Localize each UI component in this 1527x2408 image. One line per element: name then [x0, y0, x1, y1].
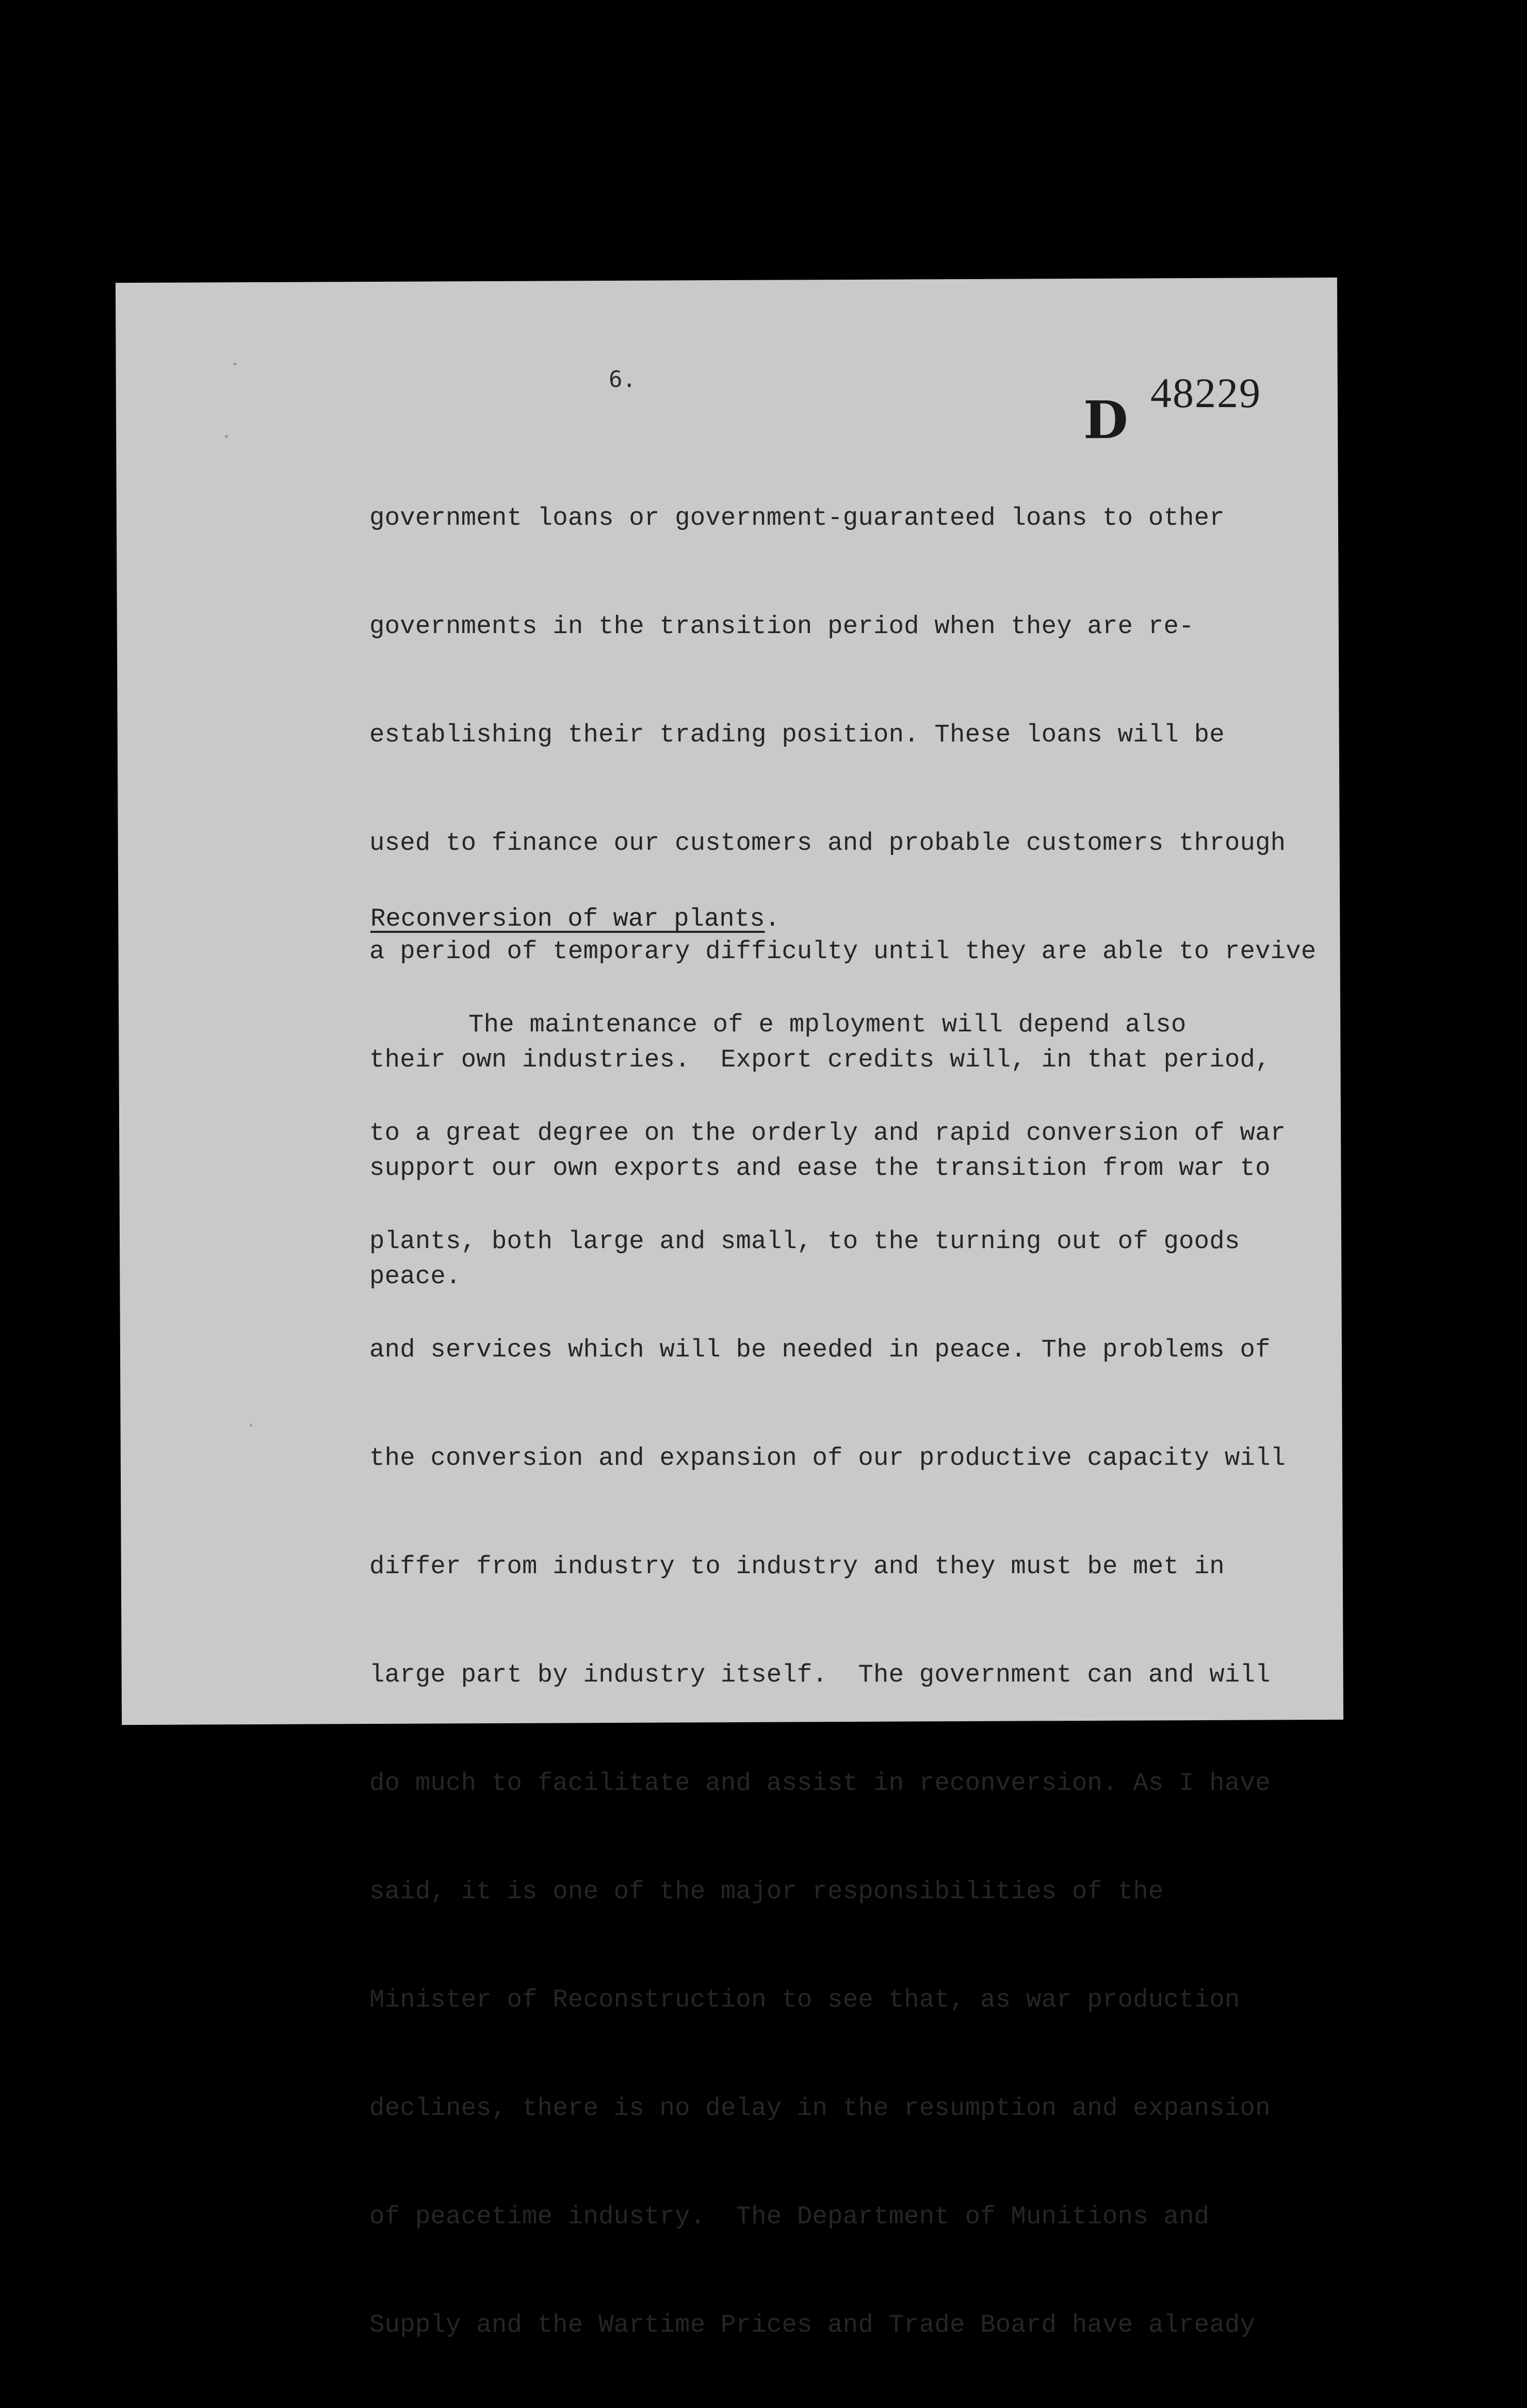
- text-line: governments in the transition period when they are re-: [369, 612, 1194, 641]
- section-heading-period: .: [765, 904, 780, 933]
- text-line: Supply and the Wartime Prices and Trade Board have already: [369, 2310, 1256, 2339]
- text-line: do much to facilitate and assist in reconversion. As I have: [369, 1769, 1271, 1798]
- text-line: their own industries. Export credits will, in that period,: [369, 1045, 1271, 1074]
- text-line: support our own exports and ease the transition from war to: [369, 1154, 1271, 1183]
- text-line: The maintenance of e mployment will depend also: [468, 1010, 1187, 1039]
- dust-speck: [233, 363, 237, 365]
- text-line: the conversion and expansion of our productive capacity will: [369, 1444, 1286, 1473]
- text-line: Minister of Reconstruction to see that, as war production: [369, 1985, 1240, 2014]
- document-stamp-letter: D: [1083, 390, 1128, 450]
- dust-speck: [250, 1424, 252, 1427]
- document-stamp-number: 48229: [1150, 369, 1261, 416]
- text-line: differ from industry to industry and they must be met in: [369, 1552, 1225, 1581]
- text-line: used to finance our customers and probable customers through: [369, 829, 1286, 858]
- text-line: of peacetime industry. The Department of Munitions and: [369, 2202, 1210, 2231]
- text-line: to a great degree on the orderly and rapid conversion of war: [369, 1119, 1286, 1148]
- text-line: establishing their trading position. These loans will be: [369, 720, 1225, 749]
- text-line: government loans or government-guaranteed loans to other: [369, 504, 1225, 532]
- page-number: 6.: [609, 366, 636, 393]
- text-line: a period of temporary difficulty until they are able to revive: [369, 937, 1317, 966]
- dust-speck: [225, 435, 228, 438]
- section-heading-text: Reconversion of war plants: [370, 904, 765, 933]
- section-heading: [370, 894, 780, 944]
- paragraph-reconversion: [369, 942, 1286, 2408]
- text-line: plants, both large and small, to the turning out of goods: [369, 1227, 1240, 1256]
- text-line: peace.: [369, 1262, 461, 1291]
- text-line: declines, there is no delay in the resumption and expansion: [369, 2094, 1271, 2123]
- document-stamp: [1083, 369, 1310, 450]
- text-line: said, it is one of the major responsibilities of the: [369, 1877, 1164, 1906]
- text-line: and services which will be needed in peace. The problems of: [369, 1335, 1271, 1364]
- text-line: large part by industry itself. The government can and will: [369, 1660, 1271, 1689]
